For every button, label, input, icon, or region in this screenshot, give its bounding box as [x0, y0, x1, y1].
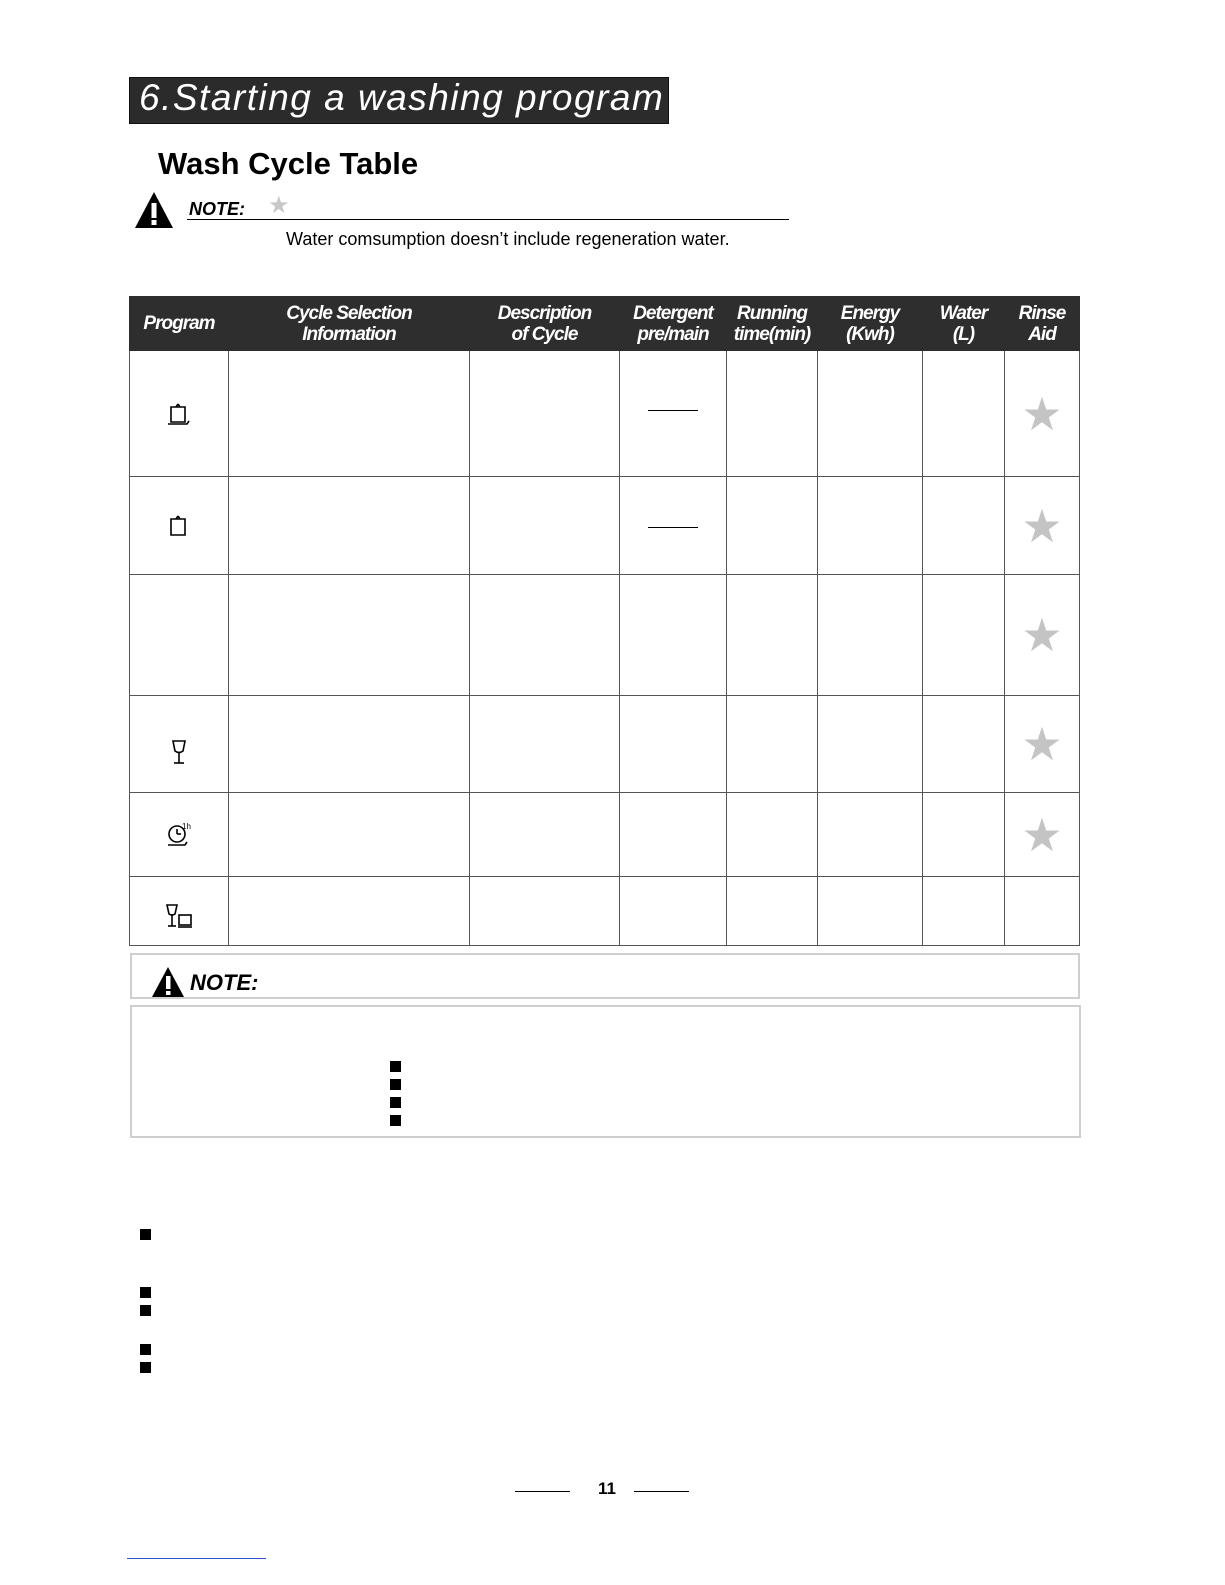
note-header-box	[130, 953, 1080, 999]
glass-and-cup-icon	[162, 902, 196, 932]
description-cell	[470, 351, 620, 477]
table-header-row	[130, 297, 1080, 351]
running-time-cell	[727, 477, 818, 575]
header-running-time	[727, 297, 818, 351]
header-line: Rinse	[1018, 302, 1066, 324]
bullet-square	[140, 1287, 151, 1298]
normal-pot-icon	[164, 511, 194, 541]
header-line: Information	[302, 323, 396, 345]
header-line: pre/main	[637, 323, 709, 345]
table-row	[130, 696, 1080, 793]
description-cell	[470, 877, 620, 946]
note-text: Water comsumption doesn’t include regeneration water.	[286, 229, 730, 249]
one-hour-clock-icon	[163, 819, 195, 851]
program-cell	[130, 477, 229, 575]
program-cell	[130, 696, 229, 793]
header-line: of Cycle	[511, 323, 578, 345]
water-cell	[923, 877, 1005, 946]
program-cell	[130, 351, 229, 477]
header-description	[470, 297, 620, 351]
cycle-info-cell	[229, 696, 470, 793]
header-line: Aid	[1028, 323, 1056, 345]
header-line: Program	[143, 313, 215, 334]
warning-icon	[151, 966, 185, 998]
program-cell	[130, 575, 229, 696]
page-number-rule	[515, 1491, 570, 1492]
detergent-cell	[620, 793, 727, 877]
rinse-aid-cell	[1005, 477, 1080, 575]
table-row	[130, 477, 1080, 575]
running-time-cell	[727, 877, 818, 946]
description-cell	[470, 477, 620, 575]
running-time-cell	[727, 351, 818, 477]
detergent-cell	[620, 575, 727, 696]
table-row	[130, 575, 1080, 696]
rinse-aid-cell	[1005, 575, 1080, 696]
section-banner	[129, 77, 669, 124]
program-cell	[130, 877, 229, 946]
water-cell	[923, 477, 1005, 575]
header-water	[923, 297, 1005, 351]
cycle-info-cell	[229, 477, 470, 575]
water-cell	[923, 575, 1005, 696]
star-icon: ★	[1021, 808, 1063, 861]
description-cell	[470, 696, 620, 793]
star-icon: ★	[268, 192, 290, 219]
rinse-aid-cell	[1005, 793, 1080, 877]
running-time-cell	[727, 575, 818, 696]
header-rinse-aid	[1005, 297, 1080, 351]
cycle-info-cell	[229, 793, 470, 877]
glass-icon	[164, 737, 194, 767]
water-cell	[923, 696, 1005, 793]
header-line: Description	[497, 302, 592, 324]
svg-text:1h: 1h	[182, 821, 191, 831]
table-row	[130, 877, 1080, 946]
header-line: Energy	[840, 302, 900, 324]
dash-mark	[648, 410, 698, 411]
cycle-info-cell	[229, 877, 470, 946]
energy-cell	[818, 477, 923, 575]
header-line: time(min)	[733, 323, 811, 345]
header-line: (Kwh)	[846, 323, 894, 345]
section-title: 6.Starting a washing program	[139, 77, 665, 118]
note-rule	[187, 219, 789, 220]
bullet-square	[390, 1061, 401, 1072]
dash-mark	[648, 527, 698, 528]
table-row	[130, 351, 1080, 477]
page-number-rule	[634, 1491, 689, 1492]
bullet-square	[390, 1115, 401, 1126]
bullet-square	[140, 1305, 151, 1316]
header-detergent	[620, 297, 727, 351]
detergent-cell	[620, 477, 727, 575]
note-content-box	[130, 1005, 1081, 1138]
header-line: Water	[939, 302, 988, 324]
wash-cycle-table-title: Wash Cycle Table	[158, 146, 419, 181]
rinse-aid-cell	[1005, 696, 1080, 793]
description-cell	[470, 575, 620, 696]
warning-icon	[134, 191, 174, 229]
energy-cell	[818, 696, 923, 793]
header-line: (L)	[952, 323, 975, 345]
header-program	[130, 297, 229, 351]
bullet-square	[390, 1079, 401, 1090]
cycle-info-cell	[229, 351, 470, 477]
water-cell	[923, 793, 1005, 877]
energy-cell	[818, 793, 923, 877]
description-cell	[470, 793, 620, 877]
cycle-info-cell	[229, 575, 470, 696]
note-label: NOTE:	[190, 970, 259, 995]
rinse-aid-cell	[1005, 877, 1080, 946]
rinse-aid-cell	[1005, 351, 1080, 477]
energy-cell	[818, 877, 923, 946]
header-line: Detergent	[633, 302, 713, 324]
header-cycle-selection	[229, 297, 470, 351]
running-time-cell	[727, 793, 818, 877]
bullet-square	[390, 1097, 401, 1108]
star-icon: ★	[1021, 499, 1063, 552]
footer-rule	[127, 1558, 266, 1559]
page-number: 11	[598, 1479, 616, 1498]
bullet-square	[140, 1229, 151, 1240]
bullet-square	[140, 1362, 151, 1373]
energy-cell	[818, 575, 923, 696]
header-energy	[818, 297, 923, 351]
water-cell	[923, 351, 1005, 477]
star-icon: ★	[1021, 718, 1063, 770]
intensive-pot-icon	[164, 399, 194, 429]
program-cell	[130, 793, 229, 877]
wash-cycle-table	[129, 296, 1079, 945]
bullet-square	[140, 1344, 151, 1355]
table-row	[130, 793, 1080, 877]
running-time-cell	[727, 696, 818, 793]
detergent-cell	[620, 696, 727, 793]
header-line: Running	[736, 302, 808, 324]
star-icon: ★	[1021, 609, 1063, 661]
star-icon: ★	[1021, 387, 1063, 440]
detergent-cell	[620, 351, 727, 477]
note-label: NOTE:	[189, 199, 245, 219]
energy-cell	[818, 351, 923, 477]
header-line: Cycle Selection	[286, 302, 412, 324]
detergent-cell	[620, 877, 727, 946]
